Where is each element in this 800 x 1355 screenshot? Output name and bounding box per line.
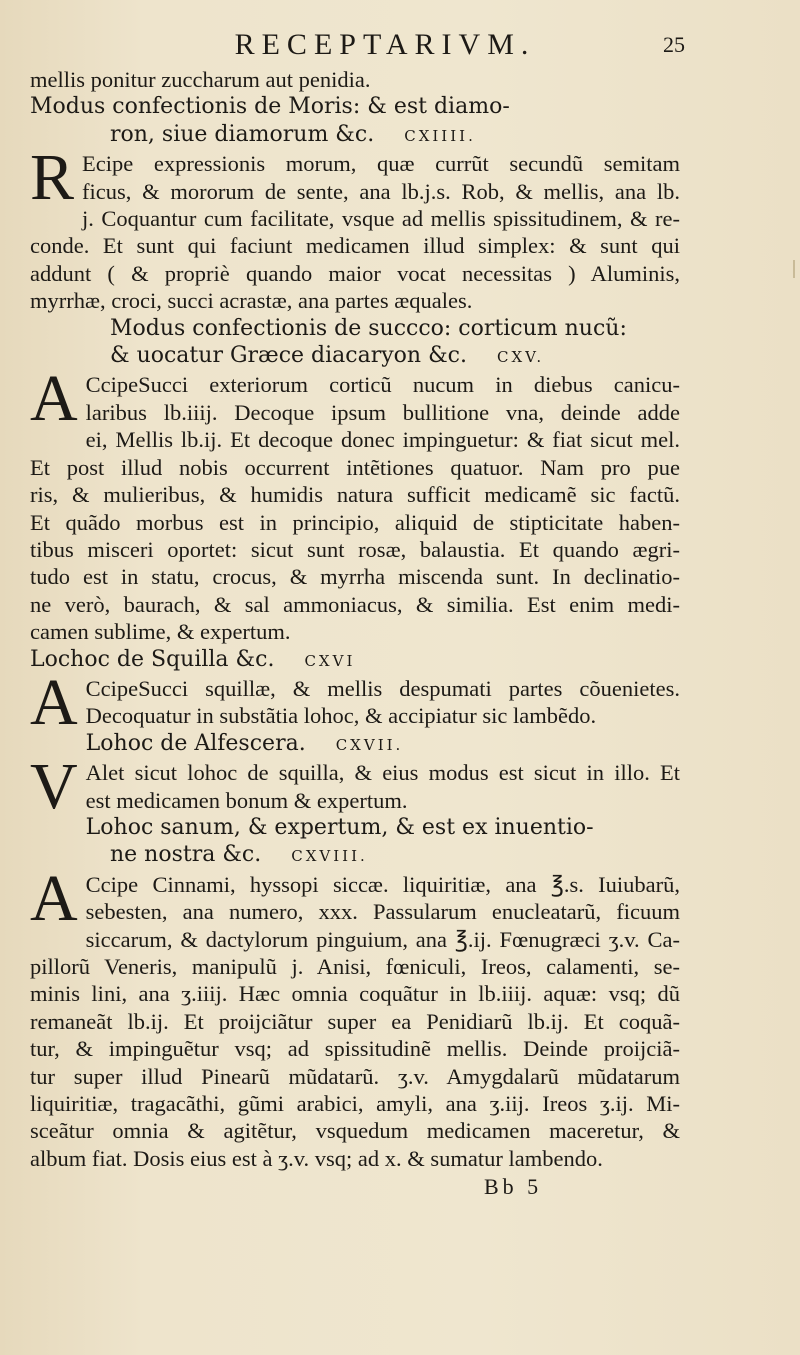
text-line: myrrhæ, croci, succi acrastæ, ana partes æquales. (30, 288, 473, 314)
text-line: tudo est in statu, crocus, & myrrha miscenda sunt. In declinatio- (30, 564, 680, 590)
paragraph (30, 861, 680, 1172)
recipe-heading (30, 814, 680, 841)
text-line: conde. Et sunt qui faciunt medicamen illud simplex: & sunt qui (30, 233, 680, 259)
recipe-number: CXVIII. (291, 847, 368, 866)
page-header (0, 28, 800, 62)
text-line: remaneãt lb.ij. Et proijciãtur super ea Penidiarũ lb.ij. Et coquã- (30, 1008, 680, 1034)
text-line (30, 66, 680, 93)
text-line: album fiat. Dosis eius est à ʒ.v. vsq; ad x. & sumatur lambendo. (30, 1145, 603, 1171)
recipe-number: CXVII. (335, 735, 404, 754)
heading-text: Modus confectionis de Moris: & est diamo- (30, 94, 510, 120)
margin-mark (793, 260, 795, 278)
text-line: ficus, & mororum de sente, ana lb.j.s. Rob, & mellis, ana lb. (82, 178, 680, 204)
text-line: ei, Mellis lb.ij. Et decoque donec impinguetur: & fiat sicut mel. (85, 427, 680, 453)
paragraph (30, 665, 680, 739)
text-line: Alet sicut lohoc de squilla, & eius modus est sicut in illo. Et (85, 760, 680, 786)
text-line: j. Coquantur cum facilitate, vsque ad mellis spissitudinem, & re- (82, 206, 680, 232)
drop-initial: A (30, 665, 78, 739)
recipe-heading (30, 730, 680, 759)
text-line: ne verò, baurach, & sal ammoniacus, & similia. Est enim medi- (30, 591, 680, 617)
text-body (30, 66, 680, 1172)
paragraph (30, 750, 680, 824)
running-head: RECEPTARIVM. (234, 28, 536, 61)
text-line: tur super illud Pinearũ mũdatarũ. ʒ.v. Amygdalarũ mũdatarum (30, 1063, 680, 1089)
text-line: liquiritiæ, tragacãthi, gũmi arabici, amyli, ana ʒ.iij. Ireos ʒ.ij. Mi- (30, 1091, 680, 1117)
text-line: CcipeSucci exteriorum corticũ nucum in diebus canicu- (85, 372, 680, 398)
heading-text: mellis ponitur zuccharum aut penidia. (30, 67, 371, 92)
heading-text: Lochoc de Squilla &c. (30, 646, 275, 672)
text-line: sebesten, ana numero, xxx. Passularum enucleatarũ, ficuum (85, 899, 680, 925)
drop-initial: A (30, 861, 78, 935)
recipe-heading (30, 646, 680, 675)
paragraph (30, 141, 680, 314)
recipe-number: CXVI (304, 651, 356, 670)
paragraph (30, 362, 680, 645)
recipe-heading (30, 121, 680, 150)
recipe-number: CXIIII. (404, 126, 476, 145)
text-line: tibus misceri oportet: sicut sunt rosæ, balaustia. Et quando ægri- (30, 536, 680, 562)
text-line: ris, & mulieribus, & humidis natura sufficit medicamẽ sic factũ. (30, 482, 680, 508)
recipe-heading (30, 315, 680, 342)
signature-mark: Bb 5 (484, 1174, 543, 1199)
text-line: tur, & impinguẽtur vsq; ad spissitudinẽ mellis. Deinde proijciã- (30, 1036, 680, 1062)
heading-text: ron, siue diamorum &c. (110, 121, 375, 147)
heading-text: Modus confectionis de succco: corticum nucũ: (110, 315, 627, 341)
text-line: addunt ( & propriè quando maior vocat necessitas ) Aluminis, (30, 260, 680, 286)
text-line: siccarum, & dactylorum pinguium, ana ℥.ij. Fœnugræci ʒ.v. Ca- (85, 926, 680, 952)
text-line: Ecipe expressionis morum, quæ currũt secundũ semitam (82, 151, 680, 177)
text-line: Decoquatur in substãtia lohoc, & accipiatur sic lambẽdo. (85, 703, 597, 729)
text-line: pillorũ Veneris, manipulũ j. Anisi, fœniculi, Ireos, calamenti, se- (30, 954, 680, 979)
text-line: est medicamen bonum & expertum. (85, 787, 408, 813)
drop-initial: A (30, 362, 78, 436)
drop-initial: V (30, 750, 78, 824)
page-number: 25 (663, 32, 685, 57)
text-line: Et post illud nobis occurrent intẽtiones quatuor. Nam pro pue (30, 454, 680, 480)
heading-text: ne nostra &c. (110, 842, 262, 868)
text-line: CcipeSucci squillæ, & mellis despumati partes cõuenietes. (85, 675, 680, 701)
text-line: minis lini, ana ʒ.iiij. Hæc omnia coquãtur in lb.iiij. aquæ: vsq; dũ (30, 981, 680, 1007)
text-line: sceãtur omnia & agitẽtur, vsquedum medicamen maceretur, & (30, 1118, 680, 1144)
text-line: Ccipe Cinnami, hyssopi siccæ. liquiritiæ, ana ℥.s. Iuiubarũ, (85, 871, 680, 897)
drop-initial: R (30, 141, 75, 215)
heading-text: & uocatur Græce diacaryon &c. (110, 343, 467, 369)
heading-text: Lohoc sanum, & expertum, & est ex inuentio- (85, 814, 594, 840)
recipe-heading (30, 342, 680, 371)
recipe-heading (30, 841, 680, 870)
heading-text: Lohoc de Alfescera. (85, 730, 306, 756)
text-line: laribus lb.iiij. Decoque ipsum bullitione vna, deinde adde (85, 399, 680, 425)
text-line: camen sublime, & expertum. (30, 619, 291, 645)
text-line: Et quãdo morbus est in principio, aliquid de stipticitate haben- (30, 509, 680, 535)
recipe-heading (30, 93, 680, 120)
recipe-number: CXV. (496, 348, 545, 367)
